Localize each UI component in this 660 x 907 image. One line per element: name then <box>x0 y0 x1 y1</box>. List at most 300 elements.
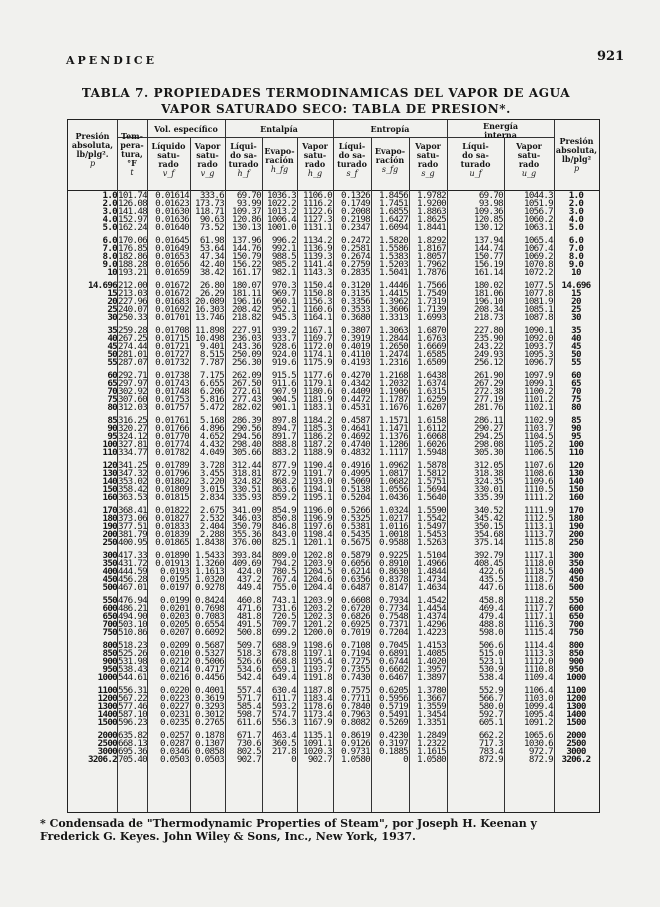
cell-hg: 1173.4 <box>303 709 332 721</box>
cell-pressure: 120 <box>102 460 117 471</box>
cell-pressure-right: 1.0 <box>568 190 584 201</box>
cell-temperature: 274.44 <box>118 341 147 353</box>
cell-ug: 1085.1 <box>524 304 553 316</box>
cell-ug: 1117.7 <box>524 603 553 615</box>
cell-vf: 0.01640 <box>155 222 189 234</box>
table-row <box>68 551 599 559</box>
cell-sfg: 0.6205 <box>379 685 408 696</box>
cell-pressure: 4.0 <box>102 214 117 226</box>
cell-sf: 0.4916 <box>341 460 370 471</box>
cell-sg: 1.7319 <box>417 296 446 308</box>
cell-pressure: 250 <box>102 537 117 549</box>
cell-sfg: 1.1471 <box>379 423 408 435</box>
cell-ug: 1113.7 <box>524 529 553 541</box>
cell-hfg: 1006.4 <box>267 214 296 226</box>
cell-hf: 341.09 <box>232 505 261 516</box>
cell-vf: 0.0287 <box>160 738 189 750</box>
cell-hfg: 854.9 <box>271 505 296 516</box>
table-row <box>68 656 599 668</box>
cell-vf: 0.01649 <box>155 243 189 255</box>
cell-sfg: 1.1117 <box>379 447 408 459</box>
cell-pressure-right: 950 <box>568 664 584 676</box>
cell-hf: 449.4 <box>236 582 261 594</box>
cell-sf: 0.5069 <box>341 476 370 488</box>
table-row <box>68 627 599 639</box>
cell-hfg: 919.6 <box>271 357 296 369</box>
cell-uf: 422.6 <box>478 566 503 578</box>
cell-pressure: 1300 <box>97 701 117 713</box>
cell-temperature: 152.97 <box>118 214 147 226</box>
cell-temperature: 577.46 <box>118 701 147 713</box>
cell-sfg: 0.7045 <box>379 640 408 651</box>
cell-hf: 460.8 <box>236 595 261 606</box>
cell-uf: 469.4 <box>478 603 503 615</box>
cell-sg: 1.6026 <box>417 439 446 451</box>
cell-hg: 1127.3 <box>303 214 332 226</box>
cell-hg: 1183.4 <box>303 693 332 705</box>
cell-vg: 73.52 <box>199 222 224 234</box>
cell-ug: 1101.2 <box>524 394 553 406</box>
cell-hg: 1203.9 <box>303 595 332 606</box>
cell-hf: 509.7 <box>236 640 261 651</box>
cell-pressure: 200 <box>102 529 117 541</box>
cell-sfg: 0.7204 <box>379 627 408 639</box>
cell-temperature: 538.43 <box>118 664 147 676</box>
cell-ug: 1111.2 <box>524 492 553 504</box>
cell-ug: 872.9 <box>528 754 553 766</box>
cell-pressure-right: 1300 <box>566 701 586 713</box>
cell-sf: 0.4110 <box>341 349 370 361</box>
cell-hfg: 825.1 <box>271 537 296 549</box>
cell-hg: 1091.1 <box>303 738 332 750</box>
cell-pressure-right: 80 <box>571 402 581 414</box>
cell-ug: 1117.1 <box>524 611 553 623</box>
cell-uf: 93.98 <box>478 198 503 210</box>
cell-vg: 0.5006 <box>195 656 224 668</box>
cell-hfg: 720.5 <box>271 611 296 623</box>
cell-uf: 196.10 <box>474 296 503 308</box>
cell-pressure: 1500 <box>97 717 117 729</box>
cell-vg: 4.049 <box>199 447 224 459</box>
cell-vf: 0.0201 <box>160 603 189 615</box>
cell-vg: 0.5687 <box>195 640 224 651</box>
cell-hf: 611.6 <box>236 717 261 729</box>
cell-sg: 1.4085 <box>417 648 446 660</box>
cell-sg: 1.2849 <box>417 730 446 741</box>
header-temperature: Tem- pera- tura, °F t <box>120 131 144 177</box>
cell-ug: 1110.5 <box>524 484 553 496</box>
cell-hfg: 1022.2 <box>267 198 296 210</box>
cell-sg: 1.6870 <box>417 325 446 336</box>
cell-ug: 1108.6 <box>524 468 553 480</box>
cell-ug: 1090.1 <box>524 325 553 336</box>
cell-vg: 0.4001 <box>195 685 224 696</box>
cell-hfg: 933.7 <box>271 333 296 345</box>
cell-uf: 324.35 <box>474 476 503 488</box>
cell-uf: 109.36 <box>474 206 503 218</box>
cell-vg: 118.71 <box>195 206 224 218</box>
cell-hfg: 217.8 <box>271 746 296 758</box>
cell-sg: 1.0580 <box>417 754 446 766</box>
table-row <box>68 296 599 308</box>
cell-sf: 0.6214 <box>341 566 370 578</box>
cell-sf: 0.2347 <box>341 222 370 234</box>
cell-sf: 0.7711 <box>341 693 370 705</box>
cell-hf: 471.6 <box>236 603 261 615</box>
cell-uf: 256.12 <box>474 357 503 369</box>
cell-hg: 1196.0 <box>303 505 332 516</box>
cell-vg: 3.220 <box>199 476 224 488</box>
cell-ug: 1106.4 <box>524 685 553 696</box>
cell-ug: 1106.5 <box>524 447 553 459</box>
cell-temperature: 358.42 <box>118 484 147 496</box>
cell-vf: 0.01802 <box>155 476 189 488</box>
steam-table <box>67 119 600 813</box>
cell-vg: 0.6092 <box>195 627 224 639</box>
cell-sg: 1.8292 <box>417 235 446 246</box>
cell-pressure-right: 350 <box>568 558 584 570</box>
cell-hfg: 928.6 <box>271 341 296 353</box>
cell-sfg: 1.6427 <box>379 214 408 226</box>
table-row <box>68 394 599 406</box>
cell-pressure-right: 170 <box>568 505 584 516</box>
cell-sf: 0.4531 <box>341 402 370 414</box>
table-title: TABLA 7. PROPIEDADES TERMODINAMICAS DEL VAPOR DE AGUA <box>81 86 571 100</box>
cell-vg: 3.455 <box>199 468 224 480</box>
cell-ug: 1099.4 <box>524 701 553 713</box>
cell-temperature: 668.13 <box>118 738 147 750</box>
cell-sg: 1.4634 <box>417 582 446 594</box>
cell-temperature: 587.10 <box>118 709 147 721</box>
cell-hg: 1172.0 <box>303 341 332 353</box>
cell-sf: 0.2835 <box>341 267 370 279</box>
cell-hfg: 463.4 <box>271 730 296 741</box>
cell-hf: 571.7 <box>236 693 261 705</box>
cell-hf: 424.0 <box>236 566 261 578</box>
cell-pressure: 350 <box>102 558 117 570</box>
cell-vg: 0.1878 <box>195 730 224 741</box>
cell-vf: 0.01796 <box>155 468 189 480</box>
header-sfg: Evapo- ración s_fg <box>374 146 406 174</box>
cell-temperature: 240.07 <box>118 304 147 316</box>
cell-ug: 1118.6 <box>524 582 553 594</box>
cell-uf: 150.77 <box>474 251 503 263</box>
cell-temperature: 353.02 <box>118 476 147 488</box>
cell-ug: 1063.1 <box>524 222 553 234</box>
cell-hfg: 649.4 <box>271 672 296 684</box>
cell-sfg: 1.2650 <box>379 341 408 353</box>
cell-temperature: 212.00 <box>118 280 147 291</box>
cell-pressure-right: 45 <box>571 341 581 353</box>
cell-pressure-right: 300 <box>568 550 584 561</box>
cell-vg: 7.787 <box>199 357 224 369</box>
cell-sg: 1.4734 <box>417 574 446 586</box>
cell-sg: 1.4020 <box>417 656 446 668</box>
cell-temperature: 417.33 <box>118 550 147 561</box>
cell-uf: 506.6 <box>478 640 503 651</box>
cell-hf: 144.76 <box>232 243 261 255</box>
cell-vf: 0.01757 <box>155 402 189 414</box>
cell-sfg: 1.2316 <box>379 357 408 369</box>
cell-vf: 0.01645 <box>155 235 189 246</box>
cell-hg: 1188.9 <box>303 447 332 459</box>
cell-uf: 144.74 <box>474 243 503 255</box>
cell-vg: 0.3012 <box>195 709 224 721</box>
cell-uf: 208.34 <box>474 304 503 316</box>
cell-hf: 526.6 <box>236 656 261 668</box>
cell-vf: 0.01839 <box>155 529 189 541</box>
cell-hf: 542.4 <box>236 672 261 684</box>
cell-pressure-right: 450 <box>568 574 584 586</box>
cell-vg: 61.98 <box>199 235 224 246</box>
cell-temperature: 316.25 <box>118 415 147 426</box>
cell-temperature: 341.25 <box>118 460 147 471</box>
cell-pressure-right: 70 <box>571 386 581 398</box>
cell-sfg: 0.8630 <box>379 566 408 578</box>
cell-ug: 972.7 <box>528 746 553 758</box>
table-row <box>68 236 599 244</box>
cell-sf: 0.4193 <box>341 357 370 369</box>
cell-vf: 0.01789 <box>155 460 189 471</box>
cell-vg: 90.63 <box>199 214 224 226</box>
cell-vg: 16.303 <box>195 304 224 316</box>
cell-temperature: 287.07 <box>118 357 147 369</box>
cell-hf: 181.11 <box>232 288 261 300</box>
cell-uf: 180.02 <box>474 280 503 291</box>
cell-vg: 4.432 <box>199 439 224 451</box>
cell-pressure: 110 <box>102 447 117 459</box>
cell-ug: 1104.5 <box>524 431 553 443</box>
cell-pressure-right: 160 <box>568 492 584 504</box>
cell-uf: 227.80 <box>474 325 503 336</box>
cell-sf: 1.0580 <box>341 754 370 766</box>
table-row <box>68 513 599 525</box>
cell-hg: 1190.4 <box>303 460 332 471</box>
cell-hg: 1181.9 <box>303 394 332 406</box>
cell-hf: 156.22 <box>232 259 261 271</box>
cell-pressure: 160 <box>102 492 117 504</box>
cell-hg: 1174.1 <box>303 349 332 361</box>
cell-hf: 286.39 <box>232 415 261 426</box>
cell-uf: 298.08 <box>474 439 503 451</box>
cell-hg: 1116.2 <box>303 198 332 210</box>
table-row <box>68 416 599 424</box>
cell-vg: 2.404 <box>199 521 224 533</box>
cell-ug: 1102.9 <box>524 415 553 426</box>
cell-hfg: 659.1 <box>271 664 296 676</box>
cell-ug: 1044.3 <box>524 190 553 201</box>
cell-uf: 340.52 <box>474 505 503 516</box>
cell-pressure-right: 65 <box>571 378 581 390</box>
cell-sg: 1.6112 <box>417 423 446 435</box>
table-row <box>68 349 599 361</box>
table-row <box>68 664 599 676</box>
cell-temperature: 400.95 <box>118 537 147 549</box>
cell-sfg: 0.6891 <box>379 648 408 660</box>
cell-sf: 0.7963 <box>341 709 370 721</box>
cell-vf: 0.0231 <box>160 709 189 721</box>
cell-vg: 4.652 <box>199 431 224 443</box>
table-row <box>68 341 599 353</box>
cell-pressure: 2.0 <box>102 198 117 210</box>
cell-sfg: 0.7548 <box>379 611 408 623</box>
cell-vf: 0.01865 <box>155 537 189 549</box>
cell-ug: 1095.4 <box>524 709 553 721</box>
cell-temperature: 259.28 <box>118 325 147 336</box>
cell-pressure-right: 1100 <box>566 685 586 696</box>
cell-pressure: 10 <box>107 267 117 279</box>
cell-ug: 1115.8 <box>524 537 553 549</box>
cell-pressure: 1200 <box>97 693 117 705</box>
cell-sf: 0.3533 <box>341 304 370 316</box>
cell-hfg: 992.1 <box>271 243 296 255</box>
cell-hg: 1134.2 <box>303 235 332 246</box>
cell-hf: 93.99 <box>236 198 261 210</box>
cell-hfg: 688.9 <box>271 640 296 651</box>
cell-pressure: 400 <box>102 566 117 578</box>
cell-hg: 1183.1 <box>303 402 332 414</box>
cell-vg: 0.7698 <box>195 603 224 615</box>
cell-pressure-right: 9.0 <box>568 259 584 271</box>
cell-temperature: 368.41 <box>118 505 147 516</box>
cell-sfg: 0.5719 <box>379 701 408 713</box>
cell-sfg: 0.8910 <box>379 558 408 570</box>
cell-sfg: 1.1376 <box>379 431 408 443</box>
cell-pressure-right: 8.0 <box>568 251 584 263</box>
table-row <box>68 746 599 758</box>
table-row <box>68 439 599 451</box>
cell-uf: 350.15 <box>474 521 503 533</box>
cell-pressure: 50 <box>107 349 117 361</box>
cell-temperature: 444.59 <box>118 566 147 578</box>
cell-pressure-right: 2.0 <box>568 198 584 210</box>
table-row <box>68 402 599 414</box>
header-group-internal-energy: Energía interna <box>482 121 519 140</box>
cell-hfg: 988.5 <box>271 251 296 263</box>
cell-sg: 1.3454 <box>417 709 446 721</box>
cell-pressure: 150 <box>102 484 117 496</box>
cell-hf: 208.42 <box>232 304 261 316</box>
cell-sfg: 1.6855 <box>379 206 408 218</box>
cell-ug: 1118.5 <box>524 566 553 578</box>
cell-pressure-right: 700 <box>568 619 584 631</box>
cell-uf: 717.3 <box>478 738 503 750</box>
cell-hg: 1203.2 <box>303 603 332 615</box>
cell-pressure: 1400 <box>97 709 117 721</box>
cell-hg: 1203.9 <box>303 558 332 570</box>
cell-hf: 802.5 <box>236 746 261 758</box>
table-row <box>68 701 599 713</box>
cell-sfg: 0.9588 <box>379 537 408 549</box>
cell-hf: 730.6 <box>236 738 261 750</box>
cell-pressure-right: 7.0 <box>568 243 584 255</box>
cell-sf: 0.5138 <box>341 484 370 496</box>
cell-ug: 1117.1 <box>524 550 553 561</box>
cell-uf: 605.1 <box>478 717 503 729</box>
cell-hfg: 843.0 <box>271 529 296 541</box>
cell-uf: 872.9 <box>478 754 503 766</box>
cell-uf: 218.73 <box>474 312 503 324</box>
cell-vg: 9.401 <box>199 341 224 353</box>
cell-pressure: 6.0 <box>102 235 117 246</box>
cell-pressure: 80 <box>107 402 117 414</box>
table-row <box>68 206 599 218</box>
cell-sfg: 0.9225 <box>379 550 408 561</box>
cell-hfg: 678.8 <box>271 648 296 660</box>
cell-sg: 1.8863 <box>417 206 446 218</box>
cell-hf: 236.03 <box>232 333 261 345</box>
table-row <box>68 259 599 271</box>
cell-sfg: 0.5491 <box>379 709 408 721</box>
table-row <box>68 251 599 263</box>
cell-hg: 1202.3 <box>303 611 332 623</box>
table-row <box>68 611 599 623</box>
cell-hg: 1179.1 <box>303 378 332 390</box>
cell-temperature: 162.24 <box>118 222 147 234</box>
table-row <box>68 603 599 615</box>
cell-hf: 305.66 <box>232 447 261 459</box>
table-row <box>68 754 599 766</box>
cell-temperature: 297.97 <box>118 378 147 390</box>
cell-sg: 1.3957 <box>417 664 446 676</box>
cell-ug: 1116.3 <box>524 619 553 631</box>
cell-hg: 1193.0 <box>303 476 332 488</box>
cell-vf: 0.01827 <box>155 513 189 525</box>
cell-hg: 1178.6 <box>303 701 332 713</box>
cell-temperature: 567.22 <box>118 693 147 705</box>
cell-pressure-right: 4.0 <box>568 214 584 226</box>
cell-vf: 0.0223 <box>160 693 189 705</box>
cell-sf: 0.3807 <box>341 325 370 336</box>
cell-pressure: 60 <box>107 370 117 381</box>
cell-pressure-right: 3.0 <box>568 206 584 218</box>
cell-pressure-right: 15 <box>571 288 581 300</box>
cell-vf: 0.0210 <box>160 648 189 660</box>
header-ug: Vapor satu- rado u_g <box>516 141 542 178</box>
table-row <box>68 326 599 334</box>
cell-sf: 0.3356 <box>341 296 370 308</box>
cell-uf: 488.8 <box>478 619 503 631</box>
header-group-entropy: Entropía <box>370 124 410 134</box>
cell-vg: 4.896 <box>199 423 224 435</box>
cell-sg: 1.6438 <box>417 370 446 381</box>
cell-vg: 0.3293 <box>195 701 224 713</box>
cell-ug: 1092.0 <box>524 333 553 345</box>
table-row <box>68 214 599 226</box>
cell-hf: 500.8 <box>236 627 261 639</box>
cell-hg: 1186.2 <box>303 431 332 443</box>
cell-uf: 277.19 <box>474 394 503 406</box>
cell-hfg: 699.2 <box>271 627 296 639</box>
cell-hg: 1191.7 <box>303 468 332 480</box>
cell-temperature: 213.03 <box>118 288 147 300</box>
cell-uf: 458.8 <box>478 595 503 606</box>
cell-sg: 1.8057 <box>417 251 446 263</box>
cell-vf: 0.0203 <box>160 611 189 623</box>
table-row <box>68 596 599 604</box>
cell-sf: 0.5204 <box>341 492 370 504</box>
cell-sg: 1.4153 <box>417 640 446 651</box>
cell-vf: 0.01743 <box>155 378 189 390</box>
cell-hfg: 960.1 <box>271 296 296 308</box>
cell-hg: 1198.4 <box>303 529 332 541</box>
table-row <box>68 506 599 514</box>
cell-vf: 0.0227 <box>160 701 189 713</box>
cell-sfg: 1.3063 <box>379 325 408 336</box>
cell-hfg: 897.8 <box>271 415 296 426</box>
cell-hfg: 911.6 <box>271 378 296 390</box>
cell-pressure-right: 3000 <box>566 746 586 758</box>
